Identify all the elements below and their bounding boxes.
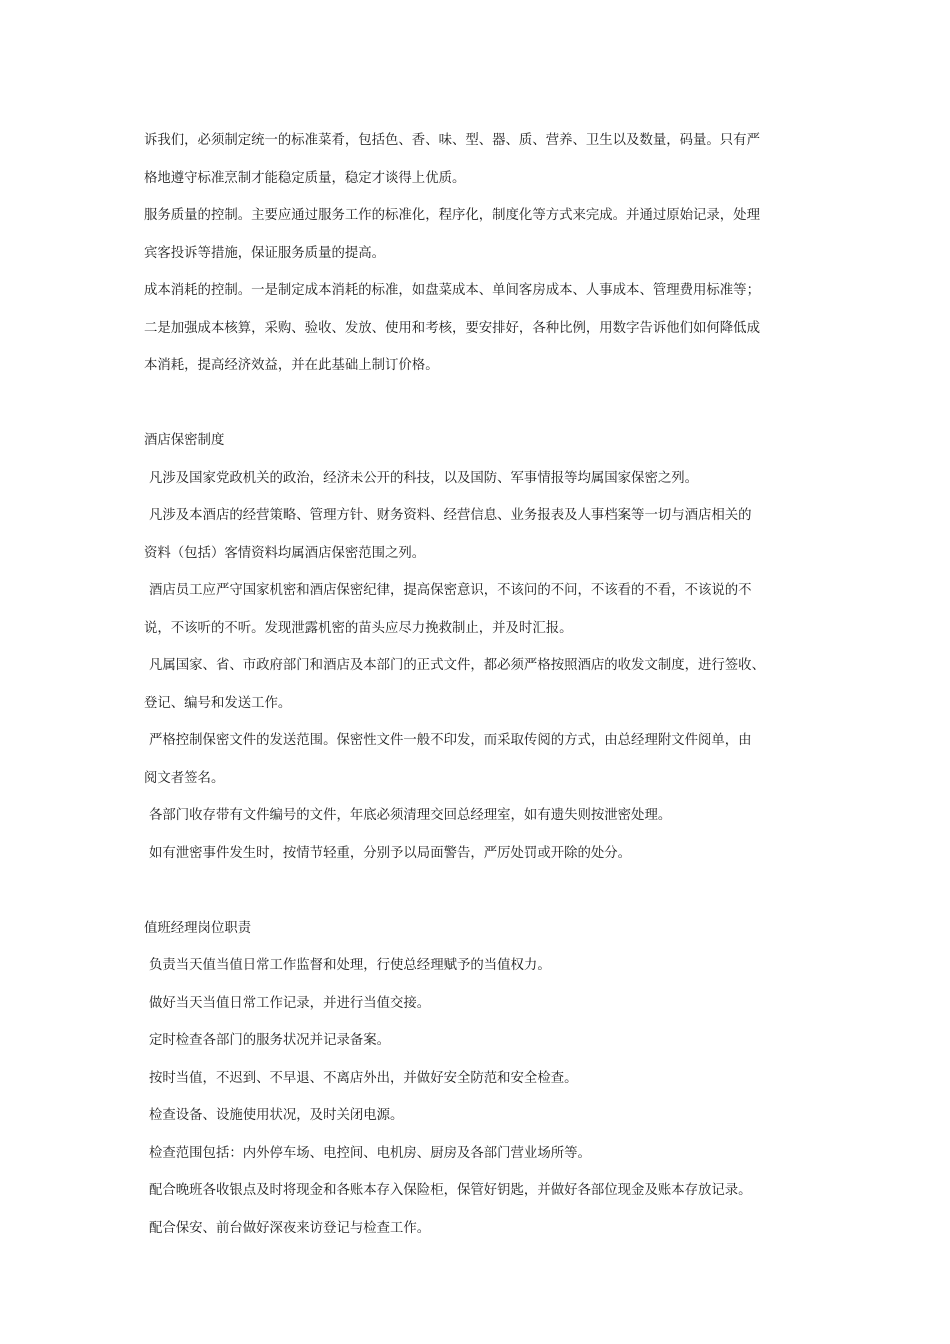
paragraph-line: 宾客投诉等措施，保证服务质量的提高。 (144, 245, 386, 261)
section-gap (144, 872, 814, 910)
list-item: 严格控制保密文件的发送范围。保密性文件一般不印发，而采取传阅的方式，由总经理附文件阅单，由 (149, 733, 752, 748)
section-gap (144, 385, 814, 423)
section-heading-duty-manager: 值班经理岗位职责 (144, 920, 252, 936)
list-item-continuation: 登记、编号和发送工作。 (144, 695, 292, 711)
list-item: 酒店员工应严守国家机密和酒店保密纪律，提高保密意识，不该问的不问，不该看的不看，不该说的不 (149, 583, 752, 598)
document-body (144, 122, 814, 1247)
paragraph-line: 诉我们，必须制定统一的标准菜肴，包括色、香、味、型、器、质、营养、卫生以及数量，码量。只有严 (144, 133, 760, 148)
list-item: 做好当天当值日常工作记录，并进行当值交接。 (149, 995, 431, 1011)
paragraph-line: 二是加强成本核算，采购、验收、发放、使用和考核，要安排好，各种比例，用数字告诉他们如何降低成 (144, 320, 760, 336)
list-item: 凡涉及本酒店的经营策略、管理方针、财务资料、经营信息、业务报表及人事档案等一切与酒店相关的 (149, 508, 752, 523)
paragraph-line: 格地遵守标准烹制才能稳定质量，稳定才谈得上优质。 (144, 170, 466, 186)
list-item: 配合晚班各收银点及时将现金和各账本存入保险柜，保管好钥匙，并做好各部位现金及账本存放记录。 (149, 1183, 752, 1198)
paragraph-line: 本消耗，提高经济效益，并在此基础上制订价格。 (144, 358, 439, 373)
list-item: 检查设备、设施使用状况，及时关闭电源。 (149, 1108, 404, 1123)
list-item-continuation: 资料（包括）客情资料均属酒店保密范围之列。 (144, 545, 426, 561)
section-heading-confidentiality: 酒店保密制度 (144, 433, 225, 448)
list-item: 检查范围包括：内外停车场、电控间、电机房、厨房及各部门营业场所等。 (149, 1145, 591, 1161)
list-item-continuation: 说，不该听的不听。发现泄露机密的苗头应尽力挽救制止，并及时汇报。 (144, 620, 573, 636)
list-item: 凡属国家、省、市政府部门和酒店及本部门的正式文件，都必须严格按照酒店的收发文制度，进行签收、 (149, 658, 765, 673)
list-item: 负责当天值当值日常工作监督和处理，行使总经理赋予的当值权力。 (149, 958, 551, 973)
list-item: 如有泄密事件发生时，按情节轻重，分别予以局面警告，严厉处罚或开除的处分。 (149, 845, 632, 861)
list-item: 按时当值，不迟到、不早退、不离店外出，并做好安全防范和安全检查。 (149, 1070, 578, 1086)
paragraph-line: 服务质量的控制。主要应通过服务工作的标准化，程序化，制度化等方式来完成。并通过原始记录，处理 (144, 208, 760, 223)
paragraph-line: 成本消耗的控制。一是制定成本消耗的标准，如盘菜成本、单间客房成本、人事成本、管理费用标准等； (144, 283, 760, 298)
list-item: 各部门收存带有文件编号的文件，年底必须清理交回总经理室，如有遗失则按泄密处理。 (149, 808, 672, 823)
list-item: 定时检查各部门的服务状况并记录备案。 (149, 1033, 391, 1048)
list-item: 配合保安、前台做好深夜来访登记与检查工作。 (149, 1220, 431, 1236)
list-item: 凡涉及国家党政机关的政治，经济未公开的科技，以及国防、军事情报等均属国家保密之列。 (149, 470, 699, 486)
list-item-continuation: 阅文者签名。 (144, 770, 225, 786)
